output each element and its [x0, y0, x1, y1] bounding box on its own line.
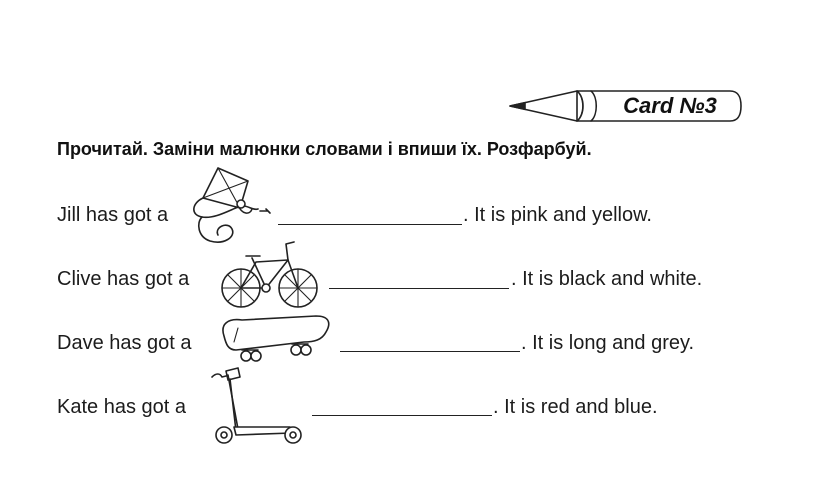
sentence-4-suffix: . It is red and blue.	[493, 396, 658, 418]
sentence-3-suffix: . It is long and grey.	[521, 332, 695, 354]
scooter-icon	[208, 365, 308, 447]
sentence-2-prefix: Clive has got a	[57, 268, 190, 290]
sentence-1-prefix: Jill has got a	[57, 204, 169, 226]
sentence-3-answer-line[interactable]	[340, 351, 520, 352]
sentence-2-answer-line[interactable]	[329, 288, 509, 289]
sentence-3-prefix: Dave has got a	[57, 332, 192, 354]
sentence-2-suffix: . It is black and white.	[511, 268, 703, 290]
sentence-1-suffix: . It is pink and yellow.	[463, 204, 652, 226]
sentence-4-answer-line[interactable]	[312, 415, 492, 416]
skateboard-icon	[218, 312, 332, 364]
instruction-text: Прочитай. Заміни малюнки словами і впиши їх. Розфарбуй.	[57, 139, 592, 159]
sentence-1-answer-line[interactable]	[278, 224, 462, 225]
card-label: Card №3	[623, 93, 717, 118]
sentence-4-prefix: Kate has got a	[57, 396, 186, 418]
bicycle-icon	[218, 238, 320, 310]
card-badge	[505, 84, 743, 128]
